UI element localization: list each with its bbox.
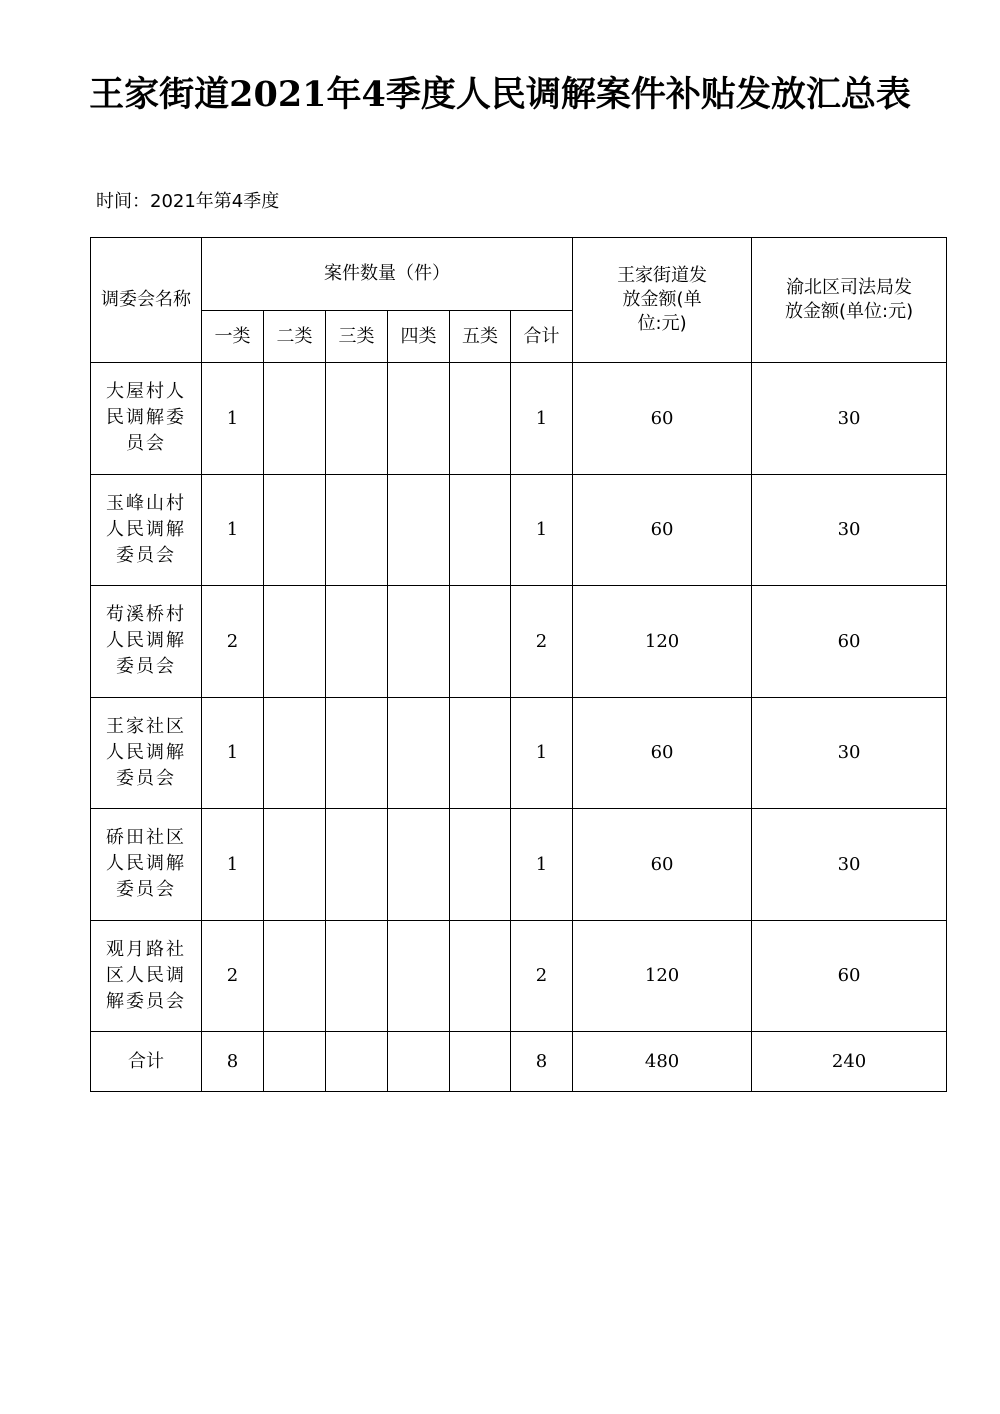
header-category-3: 三类 <box>326 311 388 363</box>
table-row <box>91 697 947 809</box>
category-1-count: 2 <box>202 920 264 1032</box>
category-2-count <box>264 586 326 698</box>
category-1-count: 1 <box>202 474 264 586</box>
sum-case-total: 8 <box>511 1032 573 1092</box>
bureau-amount: 60 <box>752 920 947 1032</box>
sum-category-3 <box>326 1032 388 1092</box>
category-5-count <box>450 809 511 921</box>
category-3-count <box>326 363 388 475</box>
street-amount: 60 <box>573 697 752 809</box>
category-5-count <box>450 586 511 698</box>
street-amount: 120 <box>573 920 752 1032</box>
sum-category-2 <box>264 1032 326 1092</box>
sum-row <box>91 1032 947 1092</box>
header-category-2: 二类 <box>264 311 326 363</box>
category-2-count <box>264 809 326 921</box>
header-category-total: 合计 <box>511 311 573 363</box>
header-category-5: 五类 <box>450 311 511 363</box>
header-row-1 <box>91 238 947 311</box>
sum-category-5 <box>450 1032 511 1092</box>
category-3-count <box>326 697 388 809</box>
bureau-amount: 30 <box>752 474 947 586</box>
category-3-count <box>326 586 388 698</box>
table-row <box>91 586 947 698</box>
committee-name: 大屋村人民调解委员会 <box>91 363 202 475</box>
case-total: 2 <box>511 586 573 698</box>
category-4-count <box>388 809 450 921</box>
category-5-count <box>450 697 511 809</box>
category-4-count <box>388 586 450 698</box>
category-2-count <box>264 697 326 809</box>
page-title: 王家街道2021年4季度人民调解案件补贴发放汇总表 <box>89 74 911 115</box>
case-total: 1 <box>511 697 573 809</box>
category-4-count <box>388 697 450 809</box>
subsidy-summary-table <box>90 237 947 1092</box>
category-4-count <box>388 474 450 586</box>
committee-name: 王家社区人民调解委员会 <box>91 697 202 809</box>
sum-category-4 <box>388 1032 450 1092</box>
committee-name: 硚田社区人民调解委员会 <box>91 809 202 921</box>
bureau-amount: 30 <box>752 697 947 809</box>
category-5-count <box>450 363 511 475</box>
category-5-count <box>450 920 511 1032</box>
bureau-amount: 30 <box>752 363 947 475</box>
header-bureau-amount: 渝北区司法局发放金额(单位:元) <box>752 238 947 363</box>
committee-name: 玉峰山村人民调解委员会 <box>91 474 202 586</box>
sum-street-amount: 480 <box>573 1032 752 1092</box>
category-1-count: 1 <box>202 363 264 475</box>
category-3-count <box>326 474 388 586</box>
street-amount: 60 <box>573 474 752 586</box>
table-row <box>91 920 947 1032</box>
bureau-amount: 60 <box>752 586 947 698</box>
header-case-count: 案件数量（件） <box>202 238 573 311</box>
category-4-count <box>388 920 450 1032</box>
header-committee-name: 调委会名称 <box>91 238 202 363</box>
category-4-count <box>388 363 450 475</box>
sum-bureau-amount: 240 <box>752 1032 947 1092</box>
category-2-count <box>264 920 326 1032</box>
table-row <box>91 363 947 475</box>
category-5-count <box>450 474 511 586</box>
table-row <box>91 474 947 586</box>
street-amount: 120 <box>573 586 752 698</box>
header-street-amount: 王家街道发放金额(单位:元) <box>573 238 752 363</box>
case-total: 1 <box>511 474 573 586</box>
period-label: 时间：2021年第4季度 <box>96 191 280 212</box>
category-3-count <box>326 920 388 1032</box>
table-row <box>91 809 947 921</box>
bureau-amount: 30 <box>752 809 947 921</box>
street-amount: 60 <box>573 363 752 475</box>
category-2-count <box>264 363 326 475</box>
case-total: 1 <box>511 363 573 475</box>
category-2-count <box>264 474 326 586</box>
category-1-count: 1 <box>202 697 264 809</box>
case-total: 2 <box>511 920 573 1032</box>
header-category-1: 一类 <box>202 311 264 363</box>
category-1-count: 1 <box>202 809 264 921</box>
sum-category-1: 8 <box>202 1032 264 1092</box>
sum-label: 合计 <box>91 1032 202 1092</box>
street-amount: 60 <box>573 809 752 921</box>
category-3-count <box>326 809 388 921</box>
committee-name: 苟溪桥村人民调解委员会 <box>91 586 202 698</box>
category-1-count: 2 <box>202 586 264 698</box>
committee-name: 观月路社区人民调解委员会 <box>91 920 202 1032</box>
case-total: 1 <box>511 809 573 921</box>
header-category-4: 四类 <box>388 311 450 363</box>
